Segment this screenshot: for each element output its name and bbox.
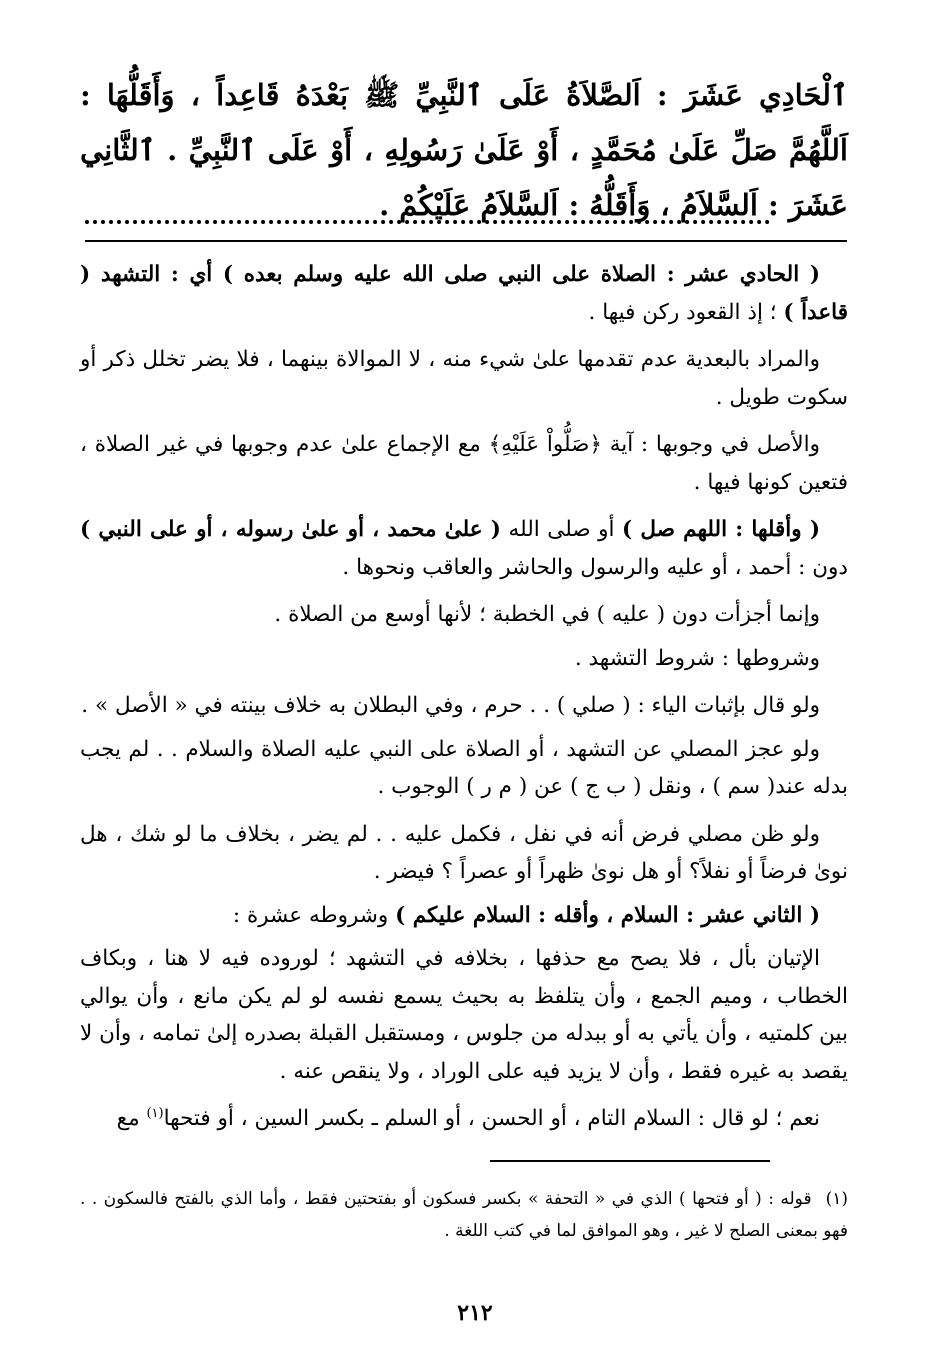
separator-rule xyxy=(85,240,847,242)
commentary-paragraph: ولو عجز المصلي عن التشهد ، أو الصلاة على النبي عليه الصلاة والسلام . . لم يجب بدله عند( سم ) ، ونقل ( ب ج ) عن ( م ر ) الوجوب . xyxy=(80,736,848,799)
footnote-text: قوله : ( أو فتحها ) الذي في « التحفة » بكسر فسكون أو بفتحتين فقط ، وأما الذي بالفتح فالسكون . . فهو بمعنى الصلح لا غير ، وهو الموافق لما في كتب اللغة . xyxy=(80,1189,848,1241)
quoted-matn: ( علىٰ محمد ، أو علىٰ رسوله ، أو على النبي ) xyxy=(80,517,501,542)
commentary-paragraph: وإنما أجزأت دون ( عليه ) في الخطبة ؛ لأنها أوسع من الصلاة . xyxy=(274,602,820,627)
commentary-paragraph: وشروطها : شروط التشهد . xyxy=(574,645,820,671)
page-number: ٢١٢ xyxy=(457,1300,493,1326)
item-11-label: ٱلْحَادِي عَشَرَ : xyxy=(656,78,848,112)
commentary-paragraph xyxy=(80,511,848,586)
commentary-paragraph xyxy=(80,426,848,501)
paragraph-text: نعم ؛ لو قال : السلام التام ، أو الحسن ، أو السلم ـ بكسر السين ، أو فتحها xyxy=(163,1106,820,1131)
quoted-matn: ( الثاني عشر : السلام ، وأقله : السلام عليكم ) xyxy=(395,902,820,928)
paragraph-text: وشروطه عشرة : xyxy=(232,902,396,928)
item-12-text: اَلسَّلاَمُ ، وَأَقَلُّهُ : اَلسَّلاَمُ عَلَيْكُمْ . xyxy=(379,188,769,222)
quoted-matn: ( وأقلها : اللهم صل ) xyxy=(622,517,820,542)
item-11-text: اَلصَّلاَةُ عَلَى ٱلنَّبِيِّ ﷺ بَعْدَهُ قَاعِداً ، وَأَقَلُّهَا : اَللَّهُمَّ صَلِّ عَلَىٰ مُحَمَّدٍ ، أَوْ عَلَىٰ رَسُولِهِ ، أَوْ عَلَى ٱلنَّبِيِّ . xyxy=(80,78,848,167)
footnote-reference[interactable]: (١) xyxy=(146,1105,164,1121)
paragraph-text: أو صلى الله xyxy=(500,517,623,542)
paragraph-text: مع xyxy=(116,1106,147,1131)
paragraph-text: دون : أحمد ، أو عليه والرسول والحاشر والعاقب ونحوها . xyxy=(342,554,848,580)
commentary-paragraph: الإتيان بأل ، فلا يصح مع حذفها ، بخلافه في التشهد ؛ لوروده فيه لا هنا ، وبكاف الخطاب ، وميم الجمع ، وأن يتلفظ به بحيث يسمع نفسه لو لم يكن مانع ، وأن يوالي بين كلمتيه ، وأن يأتي به أو ببدله من جلوس ، ومستقبل القبلة بصدره إلىٰ تمامه ، وأن لا يقصد به غيره فقط ، وأن لا يزيد فيه على الوراد ، ولا ينقص عنه . xyxy=(80,946,848,1084)
commentary-paragraph xyxy=(80,256,848,331)
paragraph-text: ؛ إذ القعود ركن فيها . xyxy=(588,299,784,325)
commentary-paragraph: ولو ظن مصلي فرض أنه في نفل ، فكمل عليه . . لم يضر ، بخلاف ما لو شك ، هل نوىٰ فرضاً أو نفلاً؟ أو هل نوىٰ ظهراً أو عصراً ؟ فيضر . xyxy=(80,821,848,884)
footnote-rule xyxy=(490,1160,770,1162)
quoted-matn: ( الحادي عشر : الصلاة على النبي صلى الله عليه وسلم بعده ) أي : التشهد ( قاعداً ) xyxy=(80,262,848,325)
commentary-paragraph: ولو قال بإثبات الياء : ( صلي ) . . حرم ، وفي البطلان به خلاف بينته في « الأصل » . xyxy=(81,693,820,718)
item-12-label: ٱلثَّانِي عَشَرَ : xyxy=(80,133,848,222)
dotted-leader xyxy=(85,200,770,224)
paragraph-text: والأصل في وجوبها : آية xyxy=(601,432,820,457)
quran-verse: ﴿صَلُّواْ عَلَيْهِ﴾ xyxy=(488,432,602,457)
commentary-paragraph xyxy=(80,897,848,935)
commentary xyxy=(80,256,848,1148)
paragraph-text: مع الإجماع علىٰ عدم وجوبها في غير الصلاة ، فتعين كونها فيها . xyxy=(80,432,848,495)
footnote-number: (١) xyxy=(825,1189,848,1209)
footnote xyxy=(80,1183,848,1247)
commentary-paragraph xyxy=(80,1100,848,1138)
commentary-paragraph: والمراد بالبعدية عدم تقدمها علىٰ شيء منه ، لا الموالاة بينهما ، فلا يضر تخلل ذكر أو سكوت طويل . xyxy=(80,347,848,410)
